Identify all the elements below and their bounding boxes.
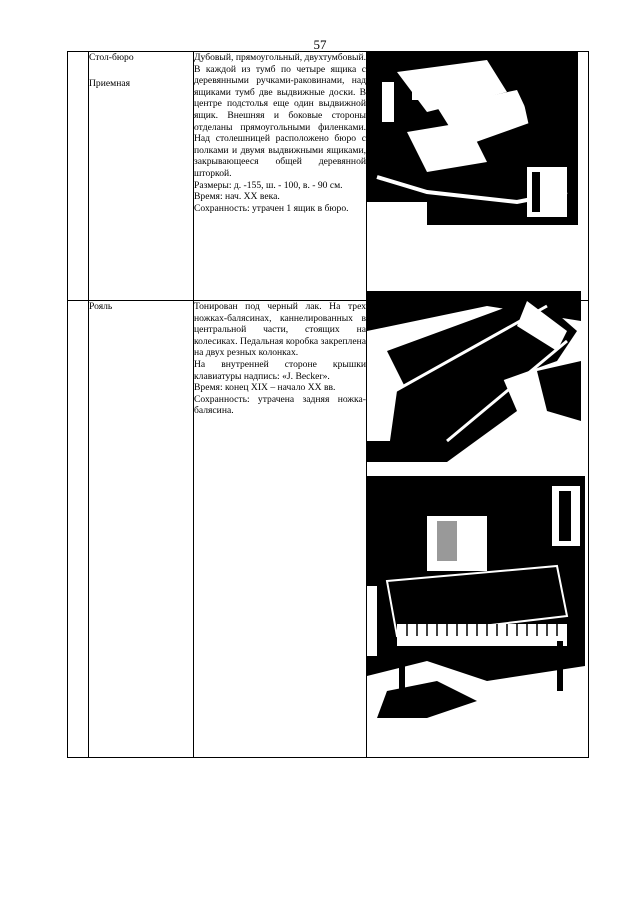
- piano-front-photo: [367, 476, 585, 718]
- page-number: 57: [313, 37, 327, 52]
- date-text: Время: конец XIX – начало XX вв.: [194, 382, 336, 394]
- item-description-cell: [194, 52, 367, 301]
- date-text: Время: нач. XX века.: [194, 191, 280, 203]
- item-description-cell: [194, 301, 367, 758]
- desk-photo: [367, 52, 578, 225]
- table-row: [68, 52, 589, 301]
- item-name-cell: [89, 301, 194, 758]
- index-cell: [68, 52, 89, 301]
- inscription-text: На внутренней стороне крышки клавиатуры надпись: «J. Becker».: [194, 358, 366, 382]
- item-location: Приемная: [89, 77, 130, 89]
- item-photo-cell: [367, 52, 589, 301]
- inventory-table: [67, 51, 589, 758]
- condition-text: Сохранность: утрачен 1 ящик в бюро.: [194, 202, 349, 214]
- description-text: Дубовый, прямоугольный, двухтумбовый. В каждой из тумб по четыре ящика с деревянными ручками-раковинами, над ящиками тумб две выдвижные доски. В центре подстолья еще один выдвижной ящик. Внешняя и боковые стороны отделаны прямоугольными филенками. Над столешницей расположено бюро с полками и двумя выдвижными ящиками, закрывающееся общей деревянной шторкой.: [194, 52, 366, 179]
- description-text: Тонирован под черный лак. На трех ножках-балясинах, каннелированных в центральной части, стоящих на колесиках. Педальная коробка закреплена на двух резных колонках.: [194, 301, 366, 359]
- piano-top-photo: [367, 291, 581, 462]
- dimensions-text: Размеры: д. -155, ш. - 100, в. - 90 см.: [194, 179, 343, 191]
- table-row: [68, 301, 589, 758]
- index-cell: [68, 301, 89, 758]
- condition-text: Сохранность: утрачена задняя ножка-балясина.: [194, 393, 366, 417]
- item-name: Стол-бюро: [89, 52, 134, 63]
- item-name-cell: [89, 52, 194, 301]
- item-photo-cell: [367, 301, 589, 758]
- item-name: Рояль: [89, 301, 113, 312]
